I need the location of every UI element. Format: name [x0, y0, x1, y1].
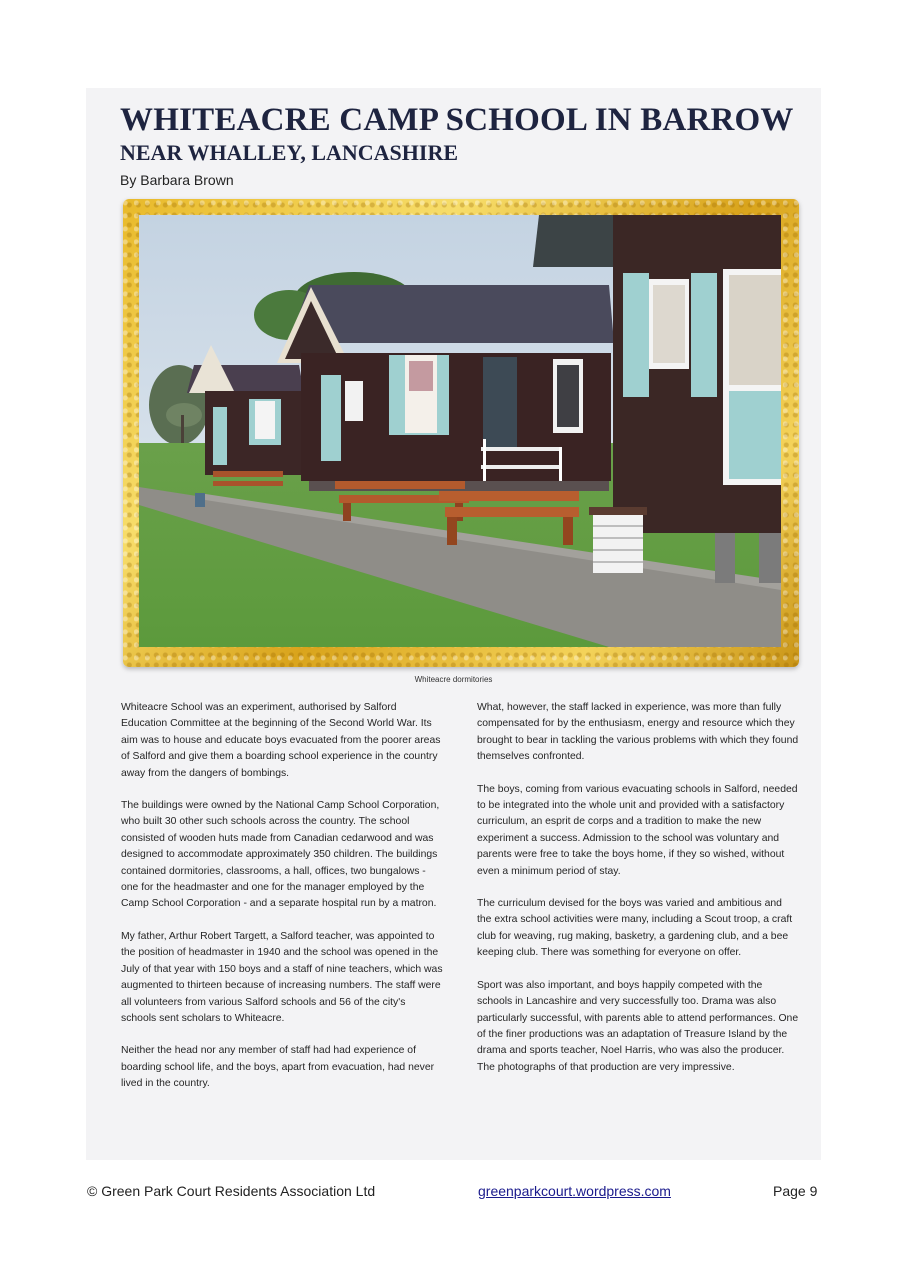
paragraph: What, however, the staff lacked in experience, was more than fully compensated for by the enthusiasm, energy and resource which they brought to bear in tackling the various problems with which they found themselves confronted. — [477, 702, 799, 763]
article-byline: By Barbara Brown — [120, 172, 234, 188]
footer-copyright: © Green Park Court Residents Association Ltd — [87, 1183, 376, 1199]
footer-page-number: Page 9 — [773, 1183, 818, 1199]
left-column — [121, 700, 443, 1109]
article-subtitle: NEAR WHALLEY, LANCASHIRE — [120, 140, 459, 165]
paragraph: The boys, coming from various evacuating schools in Salford, needed to be integrated into the whole unit and provided with a satisfactory curriculum, an esprit de corps and a tradition to make the new experiment a success. Admission to the school was voluntary and parents were free to take the boys home, if they so wished, without even a minimum period of stay. — [477, 783, 798, 877]
paragraph: Sport was also important, and boys happily competed with the schools in Lancashire and very successfully too. Drama was also particularly successful, with parents able to attend performances. One of the finer productions was an adaptation of Treasure Island by the drama and sports teacher, Noel Harris, who was also the producer. The photographs of that production are very impressive. — [477, 979, 799, 1073]
article-title: WHITEACRE CAMP SCHOOL IN BARROW — [120, 102, 794, 138]
paragraph: The buildings were owned by the National Camp School Corporation, who built 30 other such schools across the country. The school consisted of wooden huts made from Canadian cedarwood and was designed to accommodate approximately 350 children. The buildings contained dormitories, classrooms, a hall, offices, two bungalows - one for the headmaster and one for the manager employed by the Camp School Corporation - and a separate hospital run by a matron. — [121, 800, 440, 910]
article-panel — [86, 88, 821, 1160]
right-column — [477, 700, 799, 1092]
paragraph: Whiteacre School was an experiment, authorised by Salford Education Committee at the beginning of the Second World War. Its aim was to house and educate boys evacuated from the poorer areas of Salford and give them a boarding school experience in the country away from the dangers of bombings. — [121, 702, 441, 779]
footer-website-link[interactable]: greenparkcourt.wordpress.com — [478, 1183, 671, 1199]
paragraph: The curriculum devised for the boys was varied and ambitious and the extra school activities were many, including a Scout troop, a craft club for weaving, rug making, basketry, a gardening club, and a bee keeping club. There was something for everyone on offer. — [477, 898, 793, 959]
photo-caption: Whiteacre dormitories — [414, 675, 493, 684]
paragraph: My father, Arthur Robert Targett, a Salford teacher, was appointed to the position of headmaster in 1940 and the school was opened in the July of that year with 150 boys and a staff of nine teachers, which was augmented to thirteen because of increasing numbers. The staff were all volunteers from various Salford schools and 56 of the city's schools sent scholars to Whiteacre. — [121, 930, 443, 1024]
paragraph: Neither the head nor any member of staff had had experience of boarding school life, and the boys, apart from evacuation, had never lived in the country. — [121, 1045, 435, 1090]
photo-frame — [123, 199, 799, 667]
dormitories-photo — [139, 215, 781, 647]
